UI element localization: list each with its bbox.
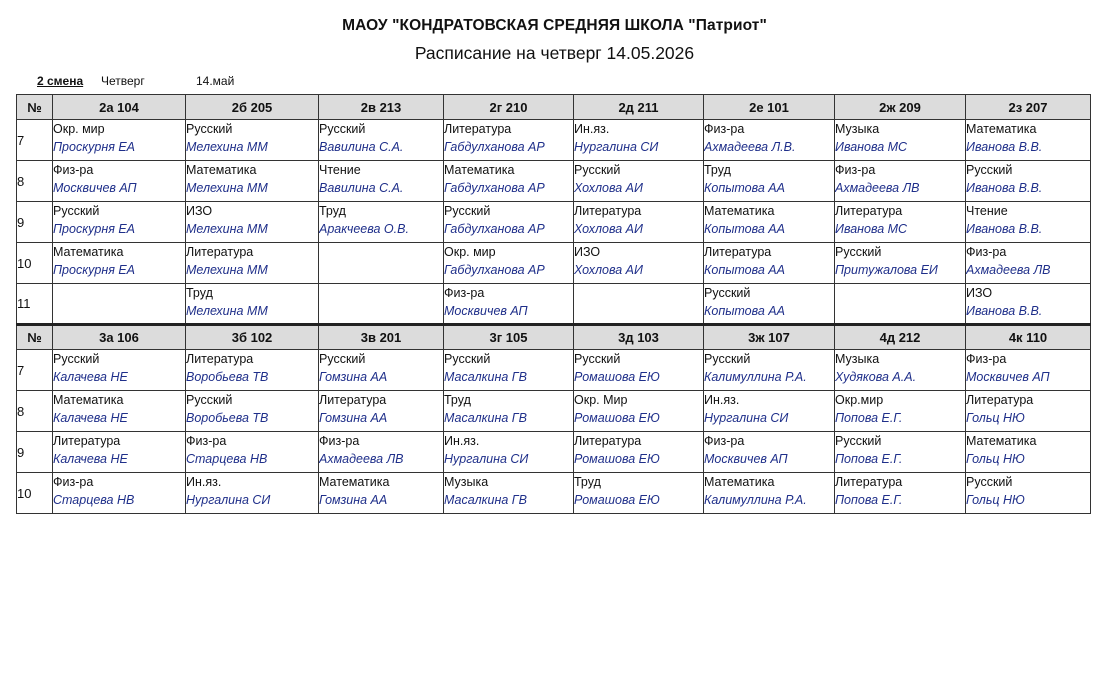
- class-header: 2б 205: [186, 95, 319, 120]
- subject-name: Русский: [319, 122, 366, 136]
- lesson-cell: [966, 473, 1091, 514]
- teacher-name: Масалкина ГВ: [444, 411, 527, 425]
- subject-name: Русский: [966, 475, 1013, 489]
- subject-name: Физ-ра: [444, 286, 485, 300]
- lesson-cell: [574, 391, 704, 432]
- teacher-name: Попова Е.Г.: [835, 411, 903, 425]
- shift-label: 2 смена: [37, 74, 84, 88]
- class-header: 4к 110: [966, 325, 1091, 350]
- subject-name: Физ-ра: [53, 163, 94, 177]
- lesson-cell: [966, 161, 1091, 202]
- subject-name: Окр. Мир: [574, 393, 628, 407]
- subject-name: Литература: [704, 245, 772, 259]
- subject-name: Труд: [319, 204, 346, 218]
- teacher-name: [53, 302, 185, 321]
- subject-name: ИЗО: [186, 204, 213, 218]
- lesson-cell: [319, 350, 444, 391]
- lesson-cell: [53, 284, 186, 325]
- lesson-cell: [53, 161, 186, 202]
- lesson-cell: [835, 432, 966, 473]
- lesson-cell: [835, 284, 966, 325]
- class-header: 2е 101: [704, 95, 835, 120]
- teacher-name: Калачева НЕ: [53, 370, 128, 384]
- teacher-name: [835, 302, 965, 321]
- lesson-cell: [319, 473, 444, 514]
- school-title: МАОУ "КОНДРАТОВСКАЯ СРЕДНЯЯ ШКОЛА "Патриот": [342, 17, 767, 34]
- subject-name: Физ-ра: [966, 245, 1007, 259]
- lesson-cell: [574, 473, 704, 514]
- subject-name: Ин.яз.: [186, 475, 222, 489]
- lesson-cell: [966, 391, 1091, 432]
- teacher-name: Масалкина ГВ: [444, 370, 527, 384]
- subject-name: Литература: [319, 393, 387, 407]
- lesson-cell: [966, 243, 1091, 284]
- class-header: 3а 106: [53, 325, 186, 350]
- subject-name: Литература: [835, 475, 903, 489]
- class-header: 3ж 107: [704, 325, 835, 350]
- subject-name: Русский: [704, 352, 751, 366]
- teacher-name: Вавилина С.А.: [319, 181, 404, 195]
- teacher-name: Нургалина СИ: [574, 140, 659, 154]
- subject-name: Труд: [444, 393, 471, 407]
- subject-name: Чтение: [966, 204, 1008, 218]
- lesson-cell: [186, 120, 319, 161]
- teacher-name: Копытова АА: [704, 222, 785, 236]
- lesson-row: [17, 161, 1091, 202]
- subject-name: Окр. мир: [53, 122, 105, 136]
- teacher-name: Мелехина ММ: [186, 181, 268, 195]
- lesson-row: [17, 432, 1091, 473]
- subject-name: Физ-ра: [53, 475, 94, 489]
- lesson-cell: [835, 391, 966, 432]
- lesson-row: [17, 284, 1091, 325]
- subject-name: Окр. мир: [444, 245, 496, 259]
- teacher-name: Габдулханова АР: [444, 140, 545, 154]
- lesson-cell: [704, 202, 835, 243]
- schedule-table: [16, 94, 1091, 514]
- subject-name: Математика: [704, 475, 775, 489]
- lesson-cell: [574, 161, 704, 202]
- subject-name: Ин.яз.: [704, 393, 740, 407]
- lesson-cell: [574, 432, 704, 473]
- subject-name: Русский: [319, 352, 366, 366]
- teacher-name: Ахмадеева ЛВ: [835, 181, 920, 195]
- lesson-cell: [186, 284, 319, 325]
- teacher-name: Гомзина АА: [319, 370, 388, 384]
- lesson-number: 8: [17, 391, 53, 432]
- subject-name: Труд: [186, 286, 213, 300]
- lesson-cell: [444, 473, 574, 514]
- class-header: 2ж 209: [835, 95, 966, 120]
- lesson-number: 7: [17, 350, 53, 391]
- lesson-cell: [53, 202, 186, 243]
- teacher-name: Габдулханова АР: [444, 181, 545, 195]
- lesson-cell: [835, 350, 966, 391]
- teacher-name: Масалкина ГВ: [444, 493, 527, 507]
- teacher-name: Калачева НЕ: [53, 411, 128, 425]
- lesson-cell: [574, 202, 704, 243]
- subject-name: [53, 284, 185, 302]
- lesson-number: 8: [17, 161, 53, 202]
- teacher-name: Калачева НЕ: [53, 452, 128, 466]
- teacher-name: Гольц НЮ: [966, 493, 1025, 507]
- teacher-name: Иванова МС: [835, 140, 908, 154]
- subject-name: ИЗО: [966, 286, 993, 300]
- teacher-name: Проскурня ЕА: [53, 222, 136, 236]
- subject-name: [574, 284, 703, 302]
- teacher-name: Ахмадеева ЛВ: [319, 452, 404, 466]
- subject-name: Русский: [444, 204, 491, 218]
- teacher-name: Хохлова АИ: [574, 222, 643, 236]
- subject-name: Литература: [53, 434, 121, 448]
- subject-name: Математика: [53, 245, 124, 259]
- class-header: 3б 102: [186, 325, 319, 350]
- lesson-cell: [319, 202, 444, 243]
- subject-name: Физ-ра: [835, 163, 876, 177]
- teacher-name: Вавилина С.А.: [319, 140, 404, 154]
- lesson-cell: [835, 161, 966, 202]
- subject-name: Литература: [186, 245, 254, 259]
- lesson-cell: [186, 432, 319, 473]
- lesson-cell: [835, 473, 966, 514]
- subject-name: Русский: [53, 204, 100, 218]
- subject-name: Ин.яз.: [444, 434, 480, 448]
- lesson-cell: [704, 120, 835, 161]
- teacher-name: Проскурня ЕА: [53, 263, 136, 277]
- lesson-cell: [53, 243, 186, 284]
- teacher-name: Габдулханова АР: [444, 222, 545, 236]
- teacher-name: Мелехина ММ: [186, 263, 268, 277]
- lesson-row: [17, 350, 1091, 391]
- subject-name: Литература: [835, 204, 903, 218]
- teacher-name: Худякова А.А.: [835, 370, 917, 384]
- teacher-name: Гольц НЮ: [966, 452, 1025, 466]
- subject-name: Математика: [444, 163, 515, 177]
- subject-name: Физ-ра: [966, 352, 1007, 366]
- subject-name: Ин.яз.: [574, 122, 610, 136]
- subject-name: Труд: [704, 163, 731, 177]
- subject-name: Музыка: [444, 475, 489, 489]
- subject-name: Русский: [186, 393, 233, 407]
- teacher-name: Гомзина АА: [319, 493, 388, 507]
- subject-name: Музыка: [835, 352, 880, 366]
- teacher-name: Попова Е.Г.: [835, 452, 903, 466]
- teacher-name: Иванова В.В.: [966, 222, 1043, 236]
- lesson-cell: [186, 161, 319, 202]
- subject-name: Физ-ра: [319, 434, 360, 448]
- lesson-cell: [186, 391, 319, 432]
- subject-name: Физ-ра: [186, 434, 227, 448]
- lesson-cell: [704, 391, 835, 432]
- subject-name: Литература: [966, 393, 1034, 407]
- lesson-number: 10: [17, 473, 53, 514]
- lesson-cell: [574, 350, 704, 391]
- lesson-cell: [966, 120, 1091, 161]
- lesson-cell: [186, 202, 319, 243]
- teacher-name: Копытова АА: [704, 304, 785, 318]
- lesson-cell: [53, 350, 186, 391]
- subject-name: Литература: [186, 352, 254, 366]
- subject-name: Русский: [966, 163, 1013, 177]
- subject-name: Русский: [574, 163, 621, 177]
- teacher-name: Москвичев АП: [444, 304, 528, 318]
- schedule-subtitle: Расписание на четверг 14.05.2026: [414, 43, 695, 63]
- subject-name: [319, 243, 443, 261]
- lesson-cell: [319, 284, 444, 325]
- teacher-name: [319, 302, 443, 321]
- subject-name: Математика: [186, 163, 257, 177]
- teacher-name: Москвичев АП: [704, 452, 788, 466]
- teacher-name: Ахмадеева ЛВ: [966, 263, 1051, 277]
- teacher-name: Ромашова ЕЮ: [574, 452, 660, 466]
- subject-name: Математика: [319, 475, 390, 489]
- class-header: 2а 104: [53, 95, 186, 120]
- lesson-cell: [444, 243, 574, 284]
- teacher-name: Калимуллина Р.А.: [704, 370, 807, 384]
- lesson-number-header: №: [17, 95, 53, 120]
- teacher-name: Воробьева ТВ: [186, 370, 269, 384]
- teacher-name: Москвичев АП: [966, 370, 1050, 384]
- subject-name: Математика: [966, 434, 1037, 448]
- lesson-cell: [966, 202, 1091, 243]
- lesson-cell: [53, 473, 186, 514]
- lesson-cell: [319, 243, 444, 284]
- teacher-name: Калимуллина Р.А.: [704, 493, 807, 507]
- subject-name: ИЗО: [574, 245, 601, 259]
- lesson-cell: [704, 350, 835, 391]
- teacher-name: Иванова В.В.: [966, 304, 1043, 318]
- teacher-name: Хохлова АИ: [574, 263, 643, 277]
- subject-name: [835, 284, 965, 302]
- subject-name: Физ-ра: [704, 434, 745, 448]
- lesson-cell: [186, 350, 319, 391]
- lesson-number: 9: [17, 432, 53, 473]
- subject-name: Математика: [966, 122, 1037, 136]
- teacher-name: Иванова В.В.: [966, 140, 1043, 154]
- subject-name: Чтение: [319, 163, 361, 177]
- subject-name: Русский: [574, 352, 621, 366]
- lesson-cell: [574, 284, 704, 325]
- class-header: 3в 201: [319, 325, 444, 350]
- lesson-row: [17, 391, 1091, 432]
- lesson-cell: [704, 161, 835, 202]
- teacher-name: Хохлова АИ: [574, 181, 643, 195]
- teacher-name: Нургалина СИ: [704, 411, 789, 425]
- lesson-cell: [53, 120, 186, 161]
- lesson-cell: [319, 391, 444, 432]
- teacher-name: [319, 261, 443, 280]
- subject-name: Окр.мир: [835, 393, 884, 407]
- class-header: 3г 105: [444, 325, 574, 350]
- lesson-cell: [444, 350, 574, 391]
- lesson-cell: [319, 120, 444, 161]
- lesson-cell: [966, 284, 1091, 325]
- subject-name: Русский: [53, 352, 100, 366]
- teacher-name: Иванова МС: [835, 222, 908, 236]
- day-label: Четверг: [101, 74, 145, 88]
- teacher-name: Старцева НВ: [186, 452, 268, 466]
- lesson-cell: [574, 120, 704, 161]
- lesson-cell: [53, 391, 186, 432]
- lesson-cell: [835, 202, 966, 243]
- teacher-name: Ромашова ЕЮ: [574, 493, 660, 507]
- lesson-cell: [835, 120, 966, 161]
- lesson-cell: [444, 161, 574, 202]
- subject-name: Литература: [574, 204, 642, 218]
- class-header: 2г 210: [444, 95, 574, 120]
- subject-name: Русский: [835, 434, 882, 448]
- teacher-name: Гольц НЮ: [966, 411, 1025, 425]
- class-header: 4д 212: [835, 325, 966, 350]
- class-header: 2д 211: [574, 95, 704, 120]
- teacher-name: Аракчеева О.В.: [319, 222, 409, 236]
- lesson-cell: [835, 243, 966, 284]
- lesson-cell: [444, 202, 574, 243]
- lesson-cell: [966, 350, 1091, 391]
- lesson-cell: [53, 432, 186, 473]
- teacher-name: Москвичев АП: [53, 181, 137, 195]
- subject-name: Литература: [444, 122, 512, 136]
- class-header: 2з 207: [966, 95, 1091, 120]
- subject-name: Математика: [53, 393, 124, 407]
- teacher-name: Ромашова ЕЮ: [574, 411, 660, 425]
- lesson-row: [17, 120, 1091, 161]
- teacher-name: Копытова АА: [704, 181, 785, 195]
- lesson-cell: [444, 284, 574, 325]
- lesson-number: 10: [17, 243, 53, 284]
- subject-name: Русский: [444, 352, 491, 366]
- class-header: 3д 103: [574, 325, 704, 350]
- lesson-cell: [704, 473, 835, 514]
- lesson-cell: [319, 161, 444, 202]
- teacher-name: Ромашова ЕЮ: [574, 370, 660, 384]
- teacher-name: Притужалова ЕИ: [835, 263, 938, 277]
- lesson-cell: [444, 432, 574, 473]
- subject-name: Физ-ра: [704, 122, 745, 136]
- class-header-row: [17, 325, 1091, 350]
- subject-name: Математика: [704, 204, 775, 218]
- teacher-name: Проскурня ЕА: [53, 140, 136, 154]
- teacher-name: Нургалина СИ: [444, 452, 529, 466]
- lesson-cell: [704, 284, 835, 325]
- class-header-row: [17, 95, 1091, 120]
- lesson-row: [17, 473, 1091, 514]
- teacher-name: Воробьева ТВ: [186, 411, 269, 425]
- teacher-name: Мелехина ММ: [186, 304, 268, 318]
- teacher-name: [574, 302, 703, 321]
- class-header: 2в 213: [319, 95, 444, 120]
- lesson-cell: [574, 243, 704, 284]
- teacher-name: Старцева НВ: [53, 493, 135, 507]
- lesson-cell: [704, 432, 835, 473]
- lesson-number-header: №: [17, 325, 53, 350]
- lesson-cell: [186, 473, 319, 514]
- teacher-name: Нургалина СИ: [186, 493, 271, 507]
- subject-name: Русский: [186, 122, 233, 136]
- lesson-cell: [186, 243, 319, 284]
- lesson-cell: [319, 432, 444, 473]
- teacher-name: Мелехина ММ: [186, 222, 268, 236]
- subject-name: Литература: [574, 434, 642, 448]
- subject-name: Труд: [574, 475, 601, 489]
- subject-name: Русский: [704, 286, 751, 300]
- subject-name: [319, 284, 443, 302]
- lesson-cell: [966, 432, 1091, 473]
- lesson-number: 11: [17, 284, 53, 325]
- teacher-name: Попова Е.Г.: [835, 493, 903, 507]
- lesson-number: 7: [17, 120, 53, 161]
- teacher-name: Копытова АА: [704, 263, 785, 277]
- lesson-cell: [444, 391, 574, 432]
- lesson-row: [17, 243, 1091, 284]
- teacher-name: Мелехина ММ: [186, 140, 268, 154]
- teacher-name: Ахмадеева Л.В.: [704, 140, 796, 154]
- date-label: 14.май: [196, 74, 235, 88]
- teacher-name: Габдулханова АР: [444, 263, 545, 277]
- subject-name: Музыка: [835, 122, 880, 136]
- subject-name: Русский: [835, 245, 882, 259]
- lesson-cell: [444, 120, 574, 161]
- lesson-number: 9: [17, 202, 53, 243]
- lesson-row: [17, 202, 1091, 243]
- teacher-name: Иванова В.В.: [966, 181, 1043, 195]
- teacher-name: Гомзина АА: [319, 411, 388, 425]
- lesson-cell: [704, 243, 835, 284]
